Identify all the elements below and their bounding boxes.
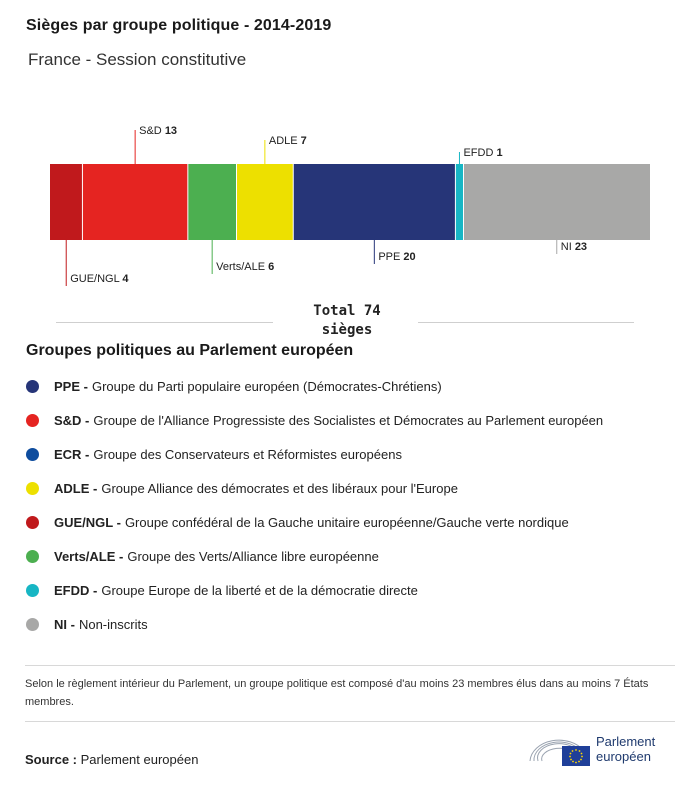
data-label-efdd: EFDD 1 <box>463 147 503 159</box>
source-line <box>25 752 198 767</box>
legend-title: Groupes politiques au Parlement européen <box>26 342 354 359</box>
bar-segment-efdd <box>455 164 463 240</box>
total-unit: sièges <box>321 322 373 338</box>
legend-abbr: EFDD - <box>54 582 98 598</box>
legend-abbr: S&D - <box>54 412 90 428</box>
hemicycle-flag-icon <box>528 731 590 767</box>
bar-segment-ni <box>464 164 650 240</box>
legend-swatch <box>26 414 39 427</box>
legend-desc: Groupe confédéral de la Gauche unitaire européenne/Gauche verte nordique <box>124 514 569 530</box>
legend-swatch <box>26 618 39 631</box>
legend-abbr: Verts/ALE - <box>54 548 124 564</box>
data-label-verts-ale: Verts/ALE 6 <box>216 261 275 273</box>
european-parliament-logo <box>528 729 678 769</box>
total-seats-label <box>274 302 420 340</box>
legend-desc: Groupe du Parti populaire européen (Démocrates-Chrétiens) <box>91 378 442 394</box>
bar-segment-gue-ngl <box>50 164 82 240</box>
legend-swatch <box>26 516 39 529</box>
legend-swatch <box>26 482 39 495</box>
bar-segment-adle <box>236 164 293 240</box>
data-label-adle: ADLE 7 <box>268 135 307 147</box>
legend-item <box>26 437 686 471</box>
page-title: Sièges par groupe politique - 2014-2019 <box>26 17 332 34</box>
legend-swatch <box>26 550 39 563</box>
legend-abbr: ADLE - <box>54 480 98 496</box>
legend-item <box>26 573 686 607</box>
legend-item <box>26 471 686 505</box>
total-count: Total 74 <box>313 303 381 319</box>
data-label-s-d: S&D 13 <box>139 125 178 137</box>
legend-abbr: PPE - <box>54 378 88 394</box>
legend-desc: Non-inscrits <box>78 616 148 632</box>
source-label: Source : <box>25 752 78 767</box>
legend-desc: Groupe de l'Alliance Progressiste des Socialistes et Démocrates au Parlement européen <box>93 412 604 428</box>
legend-swatch <box>26 448 39 461</box>
data-label-ppe: PPE 20 <box>378 251 416 263</box>
legend-item <box>26 607 686 641</box>
data-label-gue-ngl: GUE/NGL 4 <box>70 273 129 285</box>
seats-stacked-bar-chart <box>0 120 700 295</box>
legend-item <box>26 505 686 539</box>
logo-line-2: européen <box>596 749 651 764</box>
legend-item <box>26 539 686 573</box>
legend-desc: Groupe des Conservateurs et Réformistes européens <box>93 446 402 462</box>
legend-list <box>26 369 686 641</box>
logo-line-1: Parlement <box>596 734 656 749</box>
bar-segment-s-d <box>82 164 187 240</box>
legend-item <box>26 369 686 403</box>
total-divider-right <box>418 322 634 323</box>
legend-desc: Groupe Europe de la liberté et de la démocratie directe <box>101 582 418 598</box>
legend-item <box>26 403 686 437</box>
total-block <box>0 302 700 342</box>
total-divider-left <box>56 322 273 323</box>
data-label-ni: NI 23 <box>560 241 588 253</box>
legend-abbr: NI - <box>54 616 75 632</box>
bar-segment-verts-ale <box>188 164 237 240</box>
legend-abbr: ECR - <box>54 446 90 462</box>
page-subtitle: France - Session constitutive <box>28 50 247 69</box>
logo-text <box>596 734 655 764</box>
footnote: Selon le règlement intérieur du Parlement, un groupe politique est composé d'au moins 23 membres élus dans au moins 7 États membres. <box>25 665 675 722</box>
legend-desc: Groupe Alliance des démocrates et des libéraux pour l'Europe <box>101 480 458 496</box>
legend-desc: Groupe des Verts/Alliance libre européenne <box>127 548 379 564</box>
source-value: Parlement européen <box>80 752 199 767</box>
bar-segment-ppe <box>293 164 455 240</box>
legend-swatch <box>26 380 39 393</box>
legend-swatch <box>26 584 39 597</box>
legend-abbr: GUE/NGL - <box>54 514 121 530</box>
